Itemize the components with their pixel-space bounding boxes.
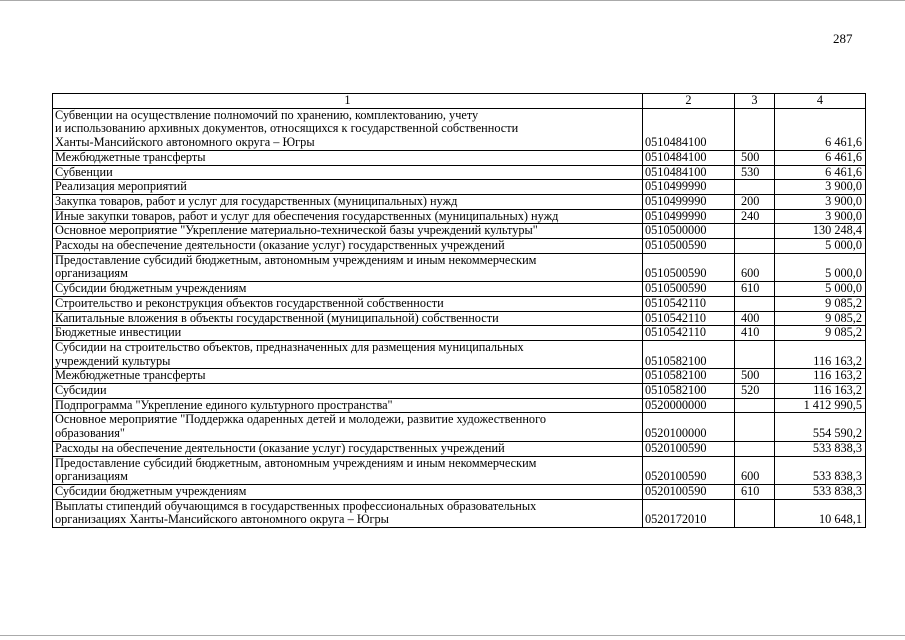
row-name: Иные закупки товаров, работ и услуг для обеспечения государственных (муниципальных) нужд bbox=[53, 209, 643, 224]
table-row bbox=[53, 311, 866, 326]
row-code: 0510542110 bbox=[643, 296, 735, 311]
row-amount: 533 838,3 bbox=[775, 484, 866, 499]
row-code: 0510500590 bbox=[643, 282, 735, 297]
row-name: Субсидии бюджетным учреждениям bbox=[53, 282, 643, 297]
row-code: 0520000000 bbox=[643, 398, 735, 413]
row-amount: 6 461,6 bbox=[775, 165, 866, 180]
row-type: 600 bbox=[735, 253, 775, 281]
table-row bbox=[53, 499, 866, 527]
row-name: Реализация мероприятий bbox=[53, 180, 643, 195]
top-scan-edge bbox=[0, 0, 905, 1]
row-name: Предоставление субсидий бюджетным, автономным учреждениям и иным некоммерческим организациям bbox=[53, 456, 643, 484]
row-amount: 10 648,1 bbox=[775, 499, 866, 527]
row-amount: 1 412 990,5 bbox=[775, 398, 866, 413]
table-row bbox=[53, 253, 866, 281]
row-amount: 554 590,2 bbox=[775, 413, 866, 441]
row-code: 0510582100 bbox=[643, 369, 735, 384]
header-col-2: 2 bbox=[643, 94, 735, 109]
row-amount: 130 248,4 bbox=[775, 224, 866, 239]
row-amount: 3 900,0 bbox=[775, 194, 866, 209]
table-row bbox=[53, 456, 866, 484]
table-row bbox=[53, 209, 866, 224]
row-amount: 3 900,0 bbox=[775, 180, 866, 195]
row-name: Выплаты стипендий обучающимся в государственных профессиональных образовательных организациях Ханты-Мансийского автономного округа – Югры bbox=[53, 499, 643, 527]
row-name: Предоставление субсидий бюджетным, автономным учреждениям и иным некоммерческим организациям bbox=[53, 253, 643, 281]
row-type bbox=[735, 180, 775, 195]
row-name: Капитальные вложения в объекты государственной (муниципальной) собственности bbox=[53, 311, 643, 326]
row-name: Межбюджетные трансферты bbox=[53, 369, 643, 384]
row-amount: 533 838,3 bbox=[775, 456, 866, 484]
row-name: Строительство и реконструкция объектов государственной собственности bbox=[53, 296, 643, 311]
row-amount: 6 461,6 bbox=[775, 150, 866, 165]
row-code: 0510499990 bbox=[643, 209, 735, 224]
row-code: 0520100590 bbox=[643, 456, 735, 484]
row-type: 610 bbox=[735, 484, 775, 499]
table-row bbox=[53, 194, 866, 209]
row-amount: 116 163,2 bbox=[775, 340, 866, 368]
header-col-4: 4 bbox=[775, 94, 866, 109]
row-code: 0510582100 bbox=[643, 340, 735, 368]
row-type bbox=[735, 398, 775, 413]
row-name: Субвенции bbox=[53, 165, 643, 180]
header-col-3: 3 bbox=[735, 94, 775, 109]
row-type bbox=[735, 108, 775, 150]
table-row bbox=[53, 413, 866, 441]
row-name: Субсидии бюджетным учреждениям bbox=[53, 484, 643, 499]
row-type bbox=[735, 340, 775, 368]
table-row bbox=[53, 282, 866, 297]
row-name: Межбюджетные трансферты bbox=[53, 150, 643, 165]
row-code: 0510582100 bbox=[643, 384, 735, 399]
row-type: 500 bbox=[735, 369, 775, 384]
row-code: 0520100000 bbox=[643, 413, 735, 441]
row-name: Расходы на обеспечение деятельности (оказание услуг) государственных учреждений bbox=[53, 441, 643, 456]
row-type: 600 bbox=[735, 456, 775, 484]
row-type: 240 bbox=[735, 209, 775, 224]
row-name: Субвенции на осуществление полномочий по хранению, комплектованию, учету и использованию архивных документов, относящихся к государственной собственности Ханты-Мансийского автономного округа – Югры bbox=[53, 108, 643, 150]
row-amount: 3 900,0 bbox=[775, 209, 866, 224]
table-row bbox=[53, 239, 866, 254]
row-type bbox=[735, 239, 775, 254]
row-code: 0510542110 bbox=[643, 326, 735, 341]
row-type bbox=[735, 441, 775, 456]
table-row bbox=[53, 441, 866, 456]
row-code: 0510500000 bbox=[643, 224, 735, 239]
table-row bbox=[53, 384, 866, 399]
row-amount: 9 085,2 bbox=[775, 296, 866, 311]
table-row bbox=[53, 398, 866, 413]
budget-table bbox=[52, 93, 866, 528]
table-row bbox=[53, 180, 866, 195]
table-row bbox=[53, 296, 866, 311]
row-code: 0510499990 bbox=[643, 180, 735, 195]
row-code: 0510484100 bbox=[643, 108, 735, 150]
row-name: Субсидии bbox=[53, 384, 643, 399]
row-code: 0520100590 bbox=[643, 484, 735, 499]
table-body bbox=[53, 108, 866, 527]
row-amount: 5 000,0 bbox=[775, 253, 866, 281]
row-type: 200 bbox=[735, 194, 775, 209]
header-col-1: 1 bbox=[53, 94, 643, 109]
bottom-scan-edge bbox=[0, 635, 905, 636]
row-name: Закупка товаров, работ и услуг для государственных (муниципальных) нужд bbox=[53, 194, 643, 209]
table-row bbox=[53, 224, 866, 239]
row-code: 0510500590 bbox=[643, 253, 735, 281]
row-amount: 6 461,6 bbox=[775, 108, 866, 150]
table-row bbox=[53, 326, 866, 341]
table-row bbox=[53, 369, 866, 384]
row-type bbox=[735, 413, 775, 441]
row-type: 400 bbox=[735, 311, 775, 326]
row-code: 0520100590 bbox=[643, 441, 735, 456]
row-amount: 5 000,0 bbox=[775, 239, 866, 254]
row-name: Основное мероприятие "Укрепление материально-технической базы учреждений культуры" bbox=[53, 224, 643, 239]
row-code: 0510542110 bbox=[643, 311, 735, 326]
row-amount: 5 000,0 bbox=[775, 282, 866, 297]
table-row bbox=[53, 108, 866, 150]
row-code: 0510499990 bbox=[643, 194, 735, 209]
row-type: 520 bbox=[735, 384, 775, 399]
row-code: 0510484100 bbox=[643, 165, 735, 180]
row-type: 500 bbox=[735, 150, 775, 165]
page-number: 287 bbox=[833, 31, 853, 46]
row-code: 0510500590 bbox=[643, 239, 735, 254]
row-code: 0520172010 bbox=[643, 499, 735, 527]
row-type bbox=[735, 499, 775, 527]
row-name: Основное мероприятие "Поддержка одаренных детей и молодежи, развитие художественного образования" bbox=[53, 413, 643, 441]
row-amount: 116 163,2 bbox=[775, 369, 866, 384]
row-amount: 9 085,2 bbox=[775, 326, 866, 341]
row-name: Подпрограмма "Укрепление единого культурного пространства" bbox=[53, 398, 643, 413]
row-name: Субсидии на строительство объектов, предназначенных для размещения муниципальных учреждений культуры bbox=[53, 340, 643, 368]
row-type: 610 bbox=[735, 282, 775, 297]
table-row bbox=[53, 150, 866, 165]
row-code: 0510484100 bbox=[643, 150, 735, 165]
row-type bbox=[735, 224, 775, 239]
row-type bbox=[735, 296, 775, 311]
table-row bbox=[53, 340, 866, 368]
table-row bbox=[53, 484, 866, 499]
row-type: 530 bbox=[735, 165, 775, 180]
table-header bbox=[53, 94, 866, 109]
row-amount: 9 085,2 bbox=[775, 311, 866, 326]
row-name: Расходы на обеспечение деятельности (оказание услуг) государственных учреждений bbox=[53, 239, 643, 254]
row-amount: 116 163,2 bbox=[775, 384, 866, 399]
row-amount: 533 838,3 bbox=[775, 441, 866, 456]
table-row bbox=[53, 165, 866, 180]
row-type: 410 bbox=[735, 326, 775, 341]
row-name: Бюджетные инвестиции bbox=[53, 326, 643, 341]
